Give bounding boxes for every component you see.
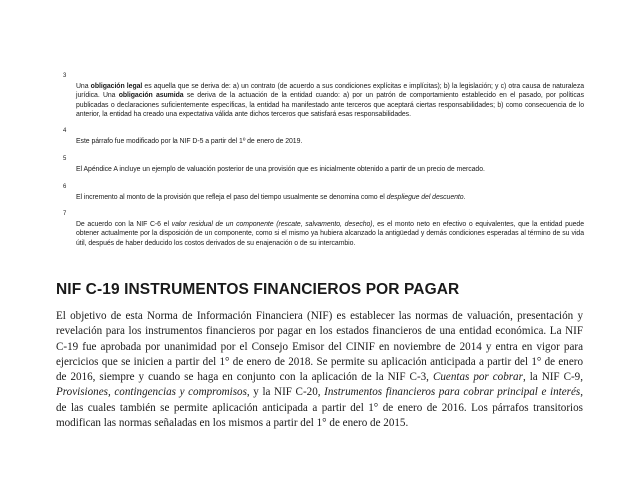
footnote-segment: El incremento al monto de la provisión que refleja el paso del tiempo usualmente se denomina como el [76,194,387,201]
body-reference-italic: Cuentas por cobrar [432,371,523,384]
footnote-text [76,165,584,174]
footnote-text [76,137,584,146]
footnote-number: 5 [63,156,67,162]
footnote-segment: , es el monto neto en efectivo o equivalentes, que la entidad puede obtener actualmente por la disposición de un componente, como si el mismo ya hubiera alcanzado la antigüedad y demás condiciones esperadas al término de su vida útil, después de haber deducido los costos derivados de su enajenación o de su intercambio. [76,221,584,247]
footnote-term-italic: valor residual de un componente (rescate, salvamento, desecho) [171,221,373,228]
footnote-segment: se deriva de la actuación de la entidad cuando: a) por un patrón de comportamiento establecido en el pasado, por políticas publicadas o declaraciones suficientemente específicas, la entidad ha manifestado ante terceros que aceptará ciertas responsabilidades; b) como consecuencia de lo anterior, la entidad ha creado una expectativa válida ante dichos terceros que satisfará esas responsabilidades. [76,92,584,119]
section-body-paragraph [56,309,583,431]
body-segment: , de las cuales también se permite aplicación anticipada a partir del 1° de enero de 2016. Los párrafos transitorios modifican las normas señaladas en los mismos a partir del 1° de enero de 2015. [56,386,583,430]
footnote-segment: . [463,194,466,201]
footnote-term-bold: obligación asumida [118,92,184,100]
footnote-number: 7 [63,211,67,217]
section-title: NIF C-19 INSTRUMENTOS FINANCIEROS POR PAGAR [56,281,460,298]
footnote-number: 3 [63,73,67,79]
body-segment: , y la NIF C-20, [246,386,325,399]
body-reference-italic: Instrumentos financieros para cobrar principal e interés [324,386,581,399]
body-segment: , la NIF C-9, [522,371,584,384]
footnote-segment: Una [76,83,91,90]
body-reference-italic: Provisiones, contingencias y compromisos [56,386,247,399]
footnote-text [76,220,584,248]
footnote-term-bold: obligación legal [90,83,143,90]
footnote-segment: Este párrafo fue modificado por la NIF D-5 a partir del 1º de enero de 2019. [76,138,303,145]
footnote-segment: es aquella que se deriva de: a) un contrato (de acuerdo a sus condiciones explícitas e implícitas); b) la legislación; y c) otra causa de naturaleza jurídica. Una [76,83,584,100]
footnote-term-italic: despliegue del descuento [386,194,464,201]
footnote-segment: El Apéndice A incluye un ejemplo de valuación posterior de una provisión que es inicialmente obtenido a partir de un precio de mercado. [76,166,485,173]
footnote-number: 6 [63,184,67,190]
body-segment: El objetivo de esta Norma de Información Financiera (NIF) es establecer las normas de valuación, presentación y revelación para los instrumentos financieros por pagar en los estados financieros de una entidad económica. La NIF C-19 fue aprobada por unanimidad por el Consejo Emisor del CINIF en noviembre de 2014 y entra en vigor para ejercicios que se inicien a partir del 1° de enero de 2018. Se permite su aplicación anticipada a partir del 1° de enero de 2016, siempre y cuando se haga en conjunto con la aplicación de la NIF C-3, [56,310,583,384]
footnote-text [76,193,584,202]
footnote-segment: De acuerdo con la NIF C-6 el [76,221,172,228]
footnote-number: 4 [63,128,67,134]
footnote-text [76,82,584,120]
